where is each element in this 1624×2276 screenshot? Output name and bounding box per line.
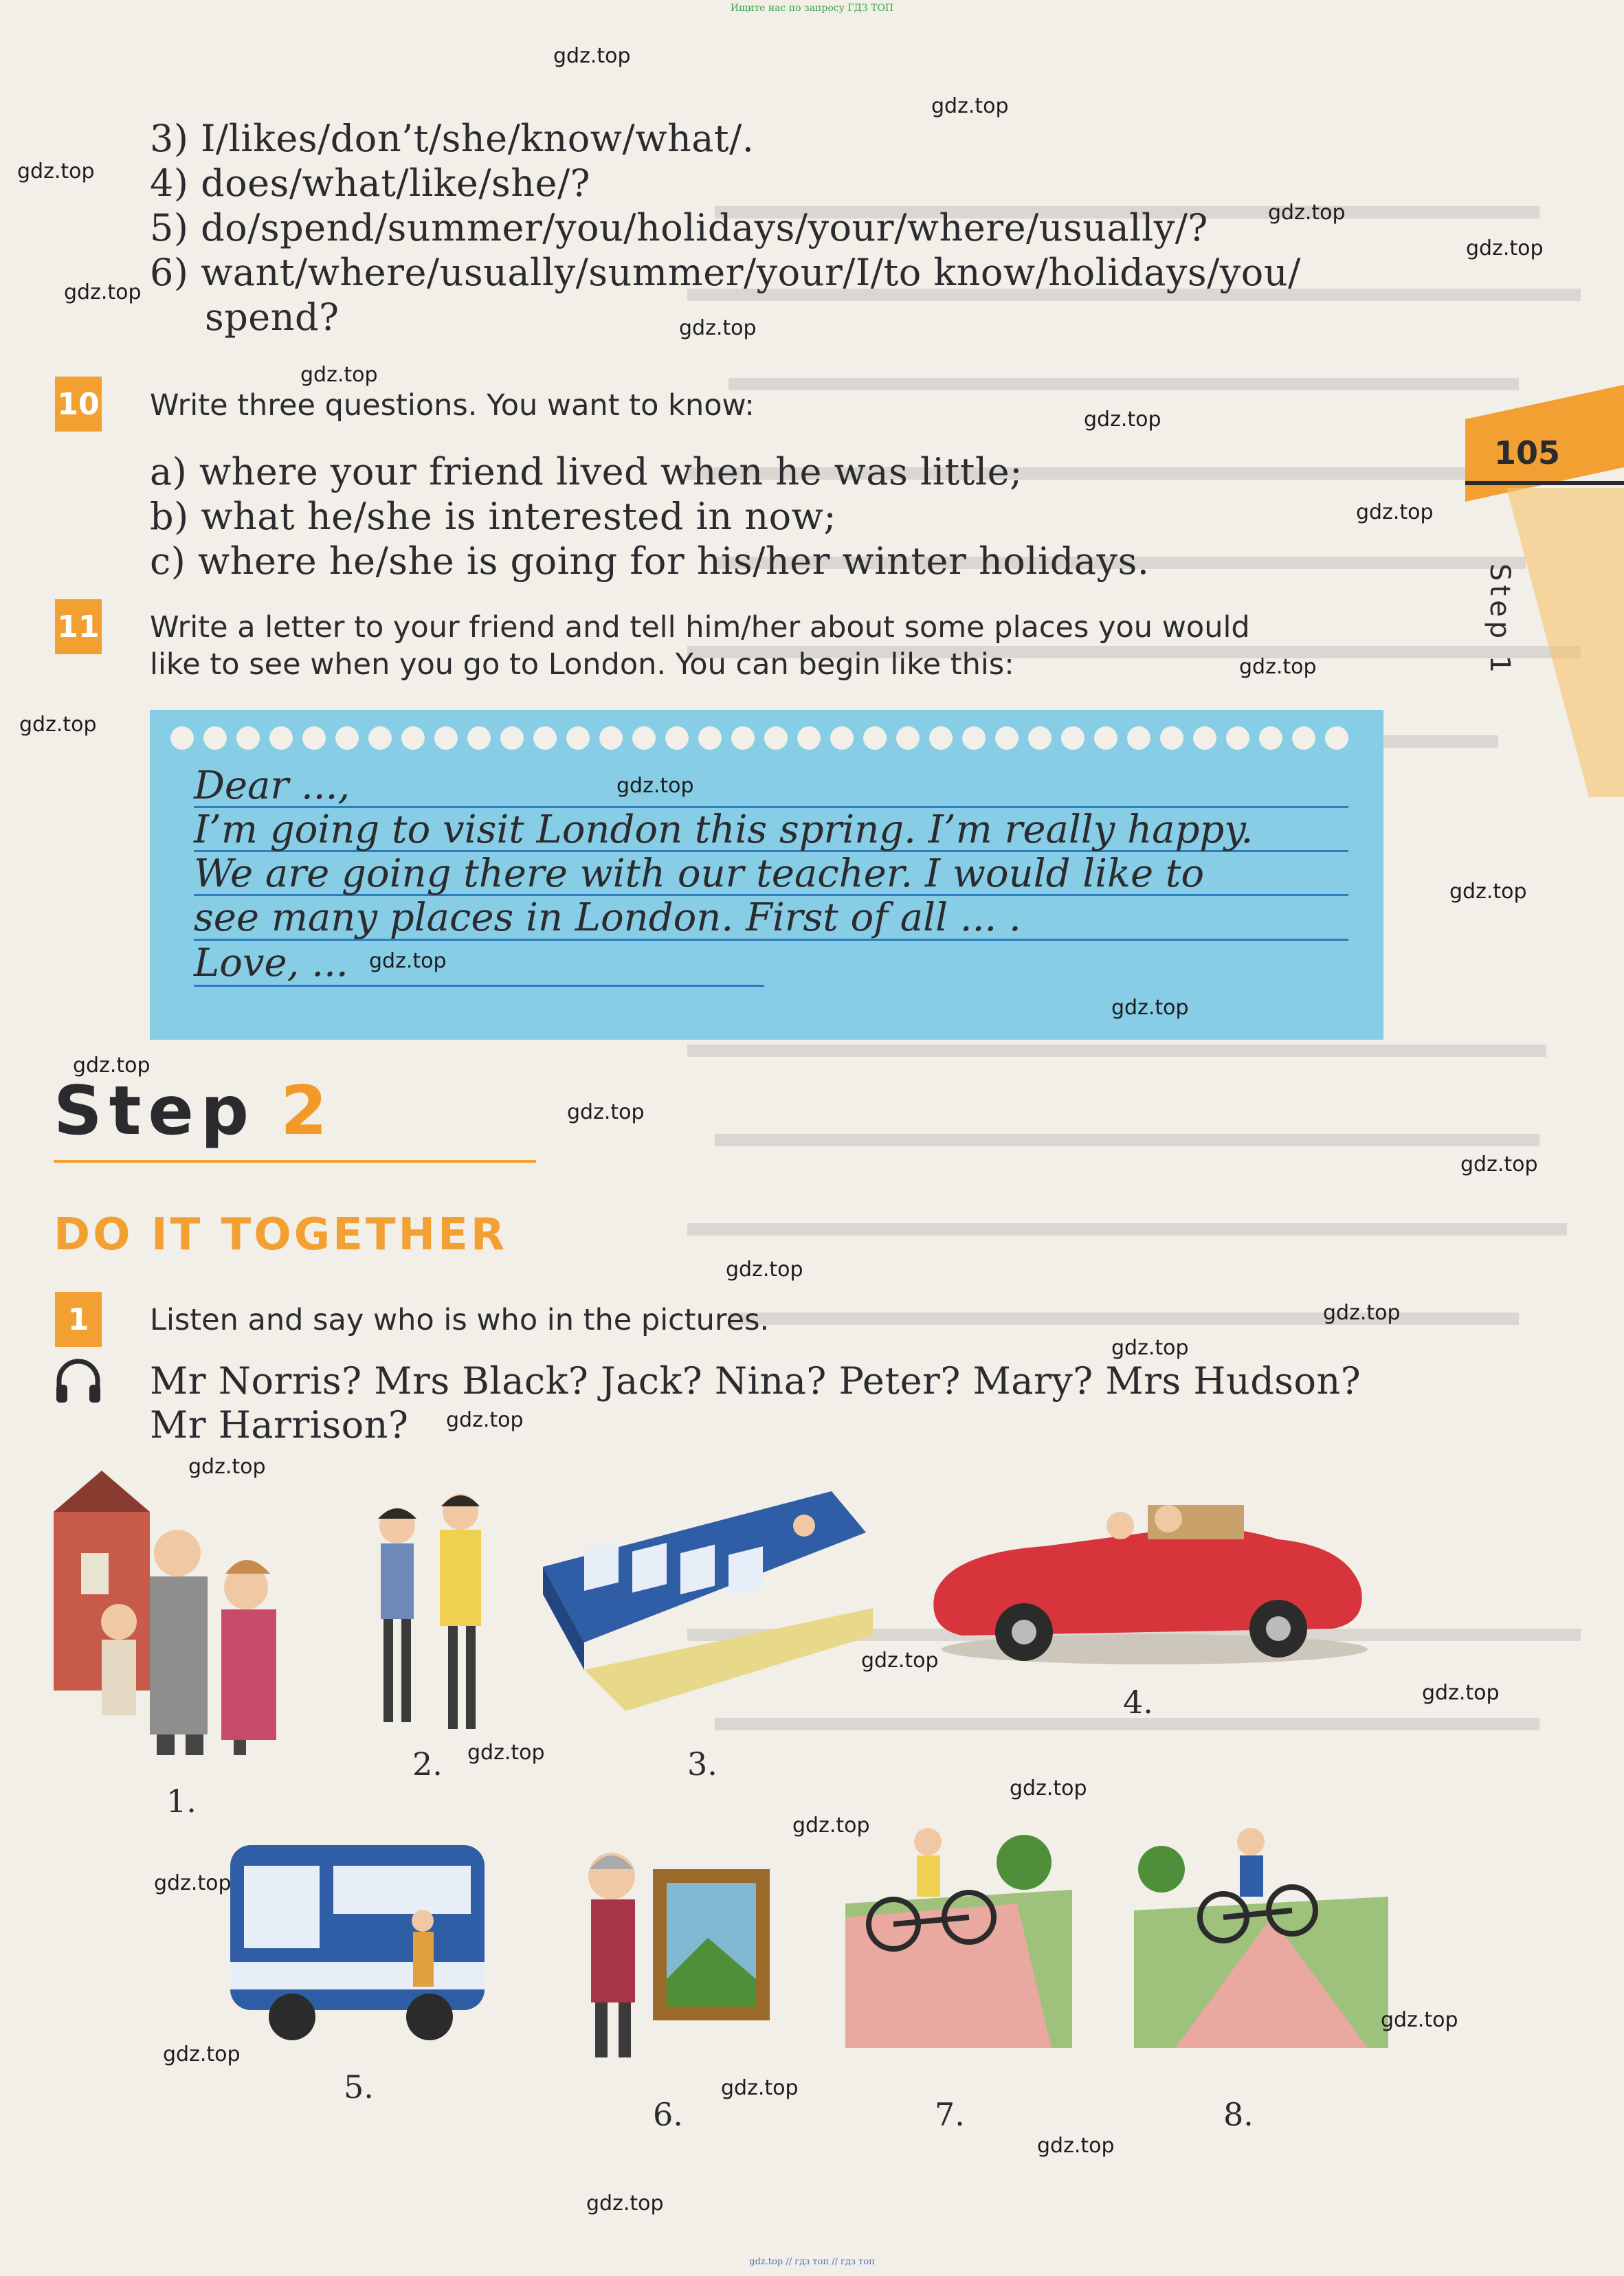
notebook-hole [764,726,788,750]
gdz-watermark: gdz.top [1381,2008,1458,2032]
gdz-watermark: gdz.top [1323,1301,1401,1325]
notebook-hole [1127,726,1150,750]
picture-train [543,1464,873,1725]
notebook-hole [500,726,524,750]
picture-label-1: 1. [166,1783,197,1820]
notebook-hole [170,726,194,750]
picture-label-3: 3. [687,1745,718,1783]
gdz-watermark: gdz.top [721,2076,799,2100]
picture-two-girls [357,1477,509,1745]
picture-label-6: 6. [653,2096,683,2133]
gdz-watermark: gdz.top [1010,1776,1087,1800]
notebook-hole [830,726,854,750]
gdz-watermark: gdz.top [679,316,757,340]
gdz-watermark: gdz.top [792,1814,870,1838]
exercise9-item-5: 5) do/spend/summer/you/holidays/your/where/usually/? [150,206,1208,249]
picture-label-2: 2. [412,1745,443,1783]
step-underline [54,1160,536,1163]
exercise9-item-6: 6) want/where/usually/summer/your/I/to know/holidays/you/ [150,251,1301,294]
notebook-hole [1061,726,1084,750]
exercise11-instruction-line2: like to see when you go to London. You can begin like this: [150,647,1014,682]
picture-label-7: 7. [935,2096,965,2133]
notebook-hole [434,726,458,750]
gdz-watermark: gdz.top [1268,201,1346,225]
notebook-hole [1226,726,1249,750]
gdz-watermark: gdz.top [1460,1152,1538,1176]
exercise1-instruction: Listen and say who is who in the pictures. [150,1303,770,1337]
notebook-hole [797,726,821,750]
notebook-hole [401,726,425,750]
do-it-together-heading: DO IT TOGETHER [54,1209,508,1260]
letter-greeting: Dear ..., [194,763,351,808]
letter-line-2: We are going there with our teacher. I would like to [194,851,1205,896]
notebook-hole [1160,726,1183,750]
notebook-hole [632,726,656,750]
gdz-watermark: gdz.top [1084,408,1161,432]
notebook-hole [863,726,887,750]
letter-line-1: I’m going to visit London this spring. I’m really happy. [194,807,1254,852]
notebook-hole [335,726,359,750]
gdz-watermark: gdz.top [1466,236,1544,260]
exercise11-instruction-line1: Write a letter to your friend and tell him/her about some places you would [150,610,1250,645]
notebook-hole [1094,726,1117,750]
exercise10-item-a: a) where your friend lived when he was little; [150,450,1023,493]
picture-label-4: 4. [1123,1684,1153,1721]
gdz-watermark: gdz.top [616,774,694,798]
gdz-watermark: gdz.top [861,1649,939,1673]
picture-man-at-painting [550,1842,777,2068]
picture-red-car [921,1491,1375,1670]
gdz-watermark: gdz.top [64,280,142,304]
picture-cyclist-two [1134,1821,1388,2048]
step-heading-number: 2 [280,1072,328,1150]
notebook-hole [302,726,326,750]
gdz-watermark: gdz.top [19,713,97,737]
notebook-hole [1193,726,1216,750]
exercise-number-badge: 11 [55,599,102,654]
notebook-hole [1292,726,1315,750]
gdz-watermark: gdz.top [726,1258,803,1282]
picture-label-5: 5. [344,2068,374,2106]
exercise10-instruction: Write three questions. You want to know: [150,388,755,423]
gdz-watermark: gdz.top [1111,1336,1189,1360]
picture-bus [230,1831,498,2044]
notebook-hole [533,726,557,750]
headphones-icon [54,1357,103,1407]
letter-signoff: Love, ... [194,941,348,985]
top-watermark: Ищите нас по запросу ГДЗ ТОП [730,3,894,14]
gdz-watermark: gdz.top [467,1741,545,1765]
gdz-watermark: gdz.top [1356,500,1434,524]
notebook-hole [698,726,722,750]
exercise-number-badge: 1 [55,1292,102,1347]
gdz-watermark: gdz.top [553,44,631,68]
notebook-hole [566,726,590,750]
gdz-watermark: gdz.top [369,949,447,973]
gdz-watermark: gdz.top [1422,1681,1500,1705]
gdz-watermark: gdz.top [73,1053,151,1078]
notebook-hole [1259,726,1282,750]
gdz-watermark: gdz.top [163,2042,241,2066]
gdz-watermark: gdz.top [1111,996,1189,1020]
side-page-tab [1465,385,1624,1209]
exercise10-item-c: c) where he/she is going for his/her winter holidays. [150,539,1150,583]
notebook-hole [599,726,623,750]
notebook-hole [269,726,293,750]
exercise9-item-6-continued: spend? [205,295,340,339]
notebook-hole [962,726,986,750]
notebook-hole [731,726,755,750]
picture-cyclist-one [845,1821,1072,2048]
exercise9-item-3: 3) I/likes/don’t/she/know/what/. [150,117,755,160]
notebook-hole [1028,726,1052,750]
gdz-watermark: gdz.top [586,2191,664,2216]
gdz-watermark: gdz.top [154,1871,232,1895]
exercise10-item-b: b) what he/she is interested in now; [150,495,837,538]
step-heading-word: Step [54,1072,256,1150]
notebook-hole [929,726,953,750]
gdz-watermark: gdz.top [446,1408,524,1432]
gdz-watermark: gdz.top [567,1100,645,1124]
gdz-watermark: gdz.top [1037,2134,1115,2158]
notebook-hole [1325,726,1348,750]
letter-panel [150,710,1383,1040]
notebook-hole [995,726,1019,750]
bottom-watermark: gdz.top // гдз топ // гдз топ [749,2257,875,2267]
gdz-watermark: gdz.top [300,363,378,387]
exercise1-names-line2: Mr Harrison? [150,1403,409,1447]
picture-label-8: 8. [1223,2096,1254,2133]
notebook-hole [236,726,260,750]
exercise-number-badge: 10 [55,377,102,432]
gdz-watermark: gdz.top [931,94,1009,118]
notebook-hole [467,726,491,750]
gdz-watermark: gdz.top [1239,655,1317,679]
exercise1-names-line1: Mr Norris? Mrs Black? Jack? Nina? Peter? Mary? Mrs Hudson? [150,1359,1361,1403]
notebook-hole [368,726,392,750]
exercise9-item-4: 4) does/what/like/she/? [150,161,591,205]
letter-line-3: see many places in London. First of all ... . [194,895,1021,940]
gdz-watermark: gdz.top [1449,880,1527,904]
gdz-watermark: gdz.top [188,1455,266,1479]
gdz-watermark: gdz.top [17,159,95,183]
page-number: 105 [1494,434,1561,471]
notebook-hole [896,726,920,750]
picture-family-group [54,1471,329,1759]
side-tab-label: Step 1 [1484,564,1515,678]
notebook-hole [665,726,689,750]
notebook-hole [203,726,227,750]
